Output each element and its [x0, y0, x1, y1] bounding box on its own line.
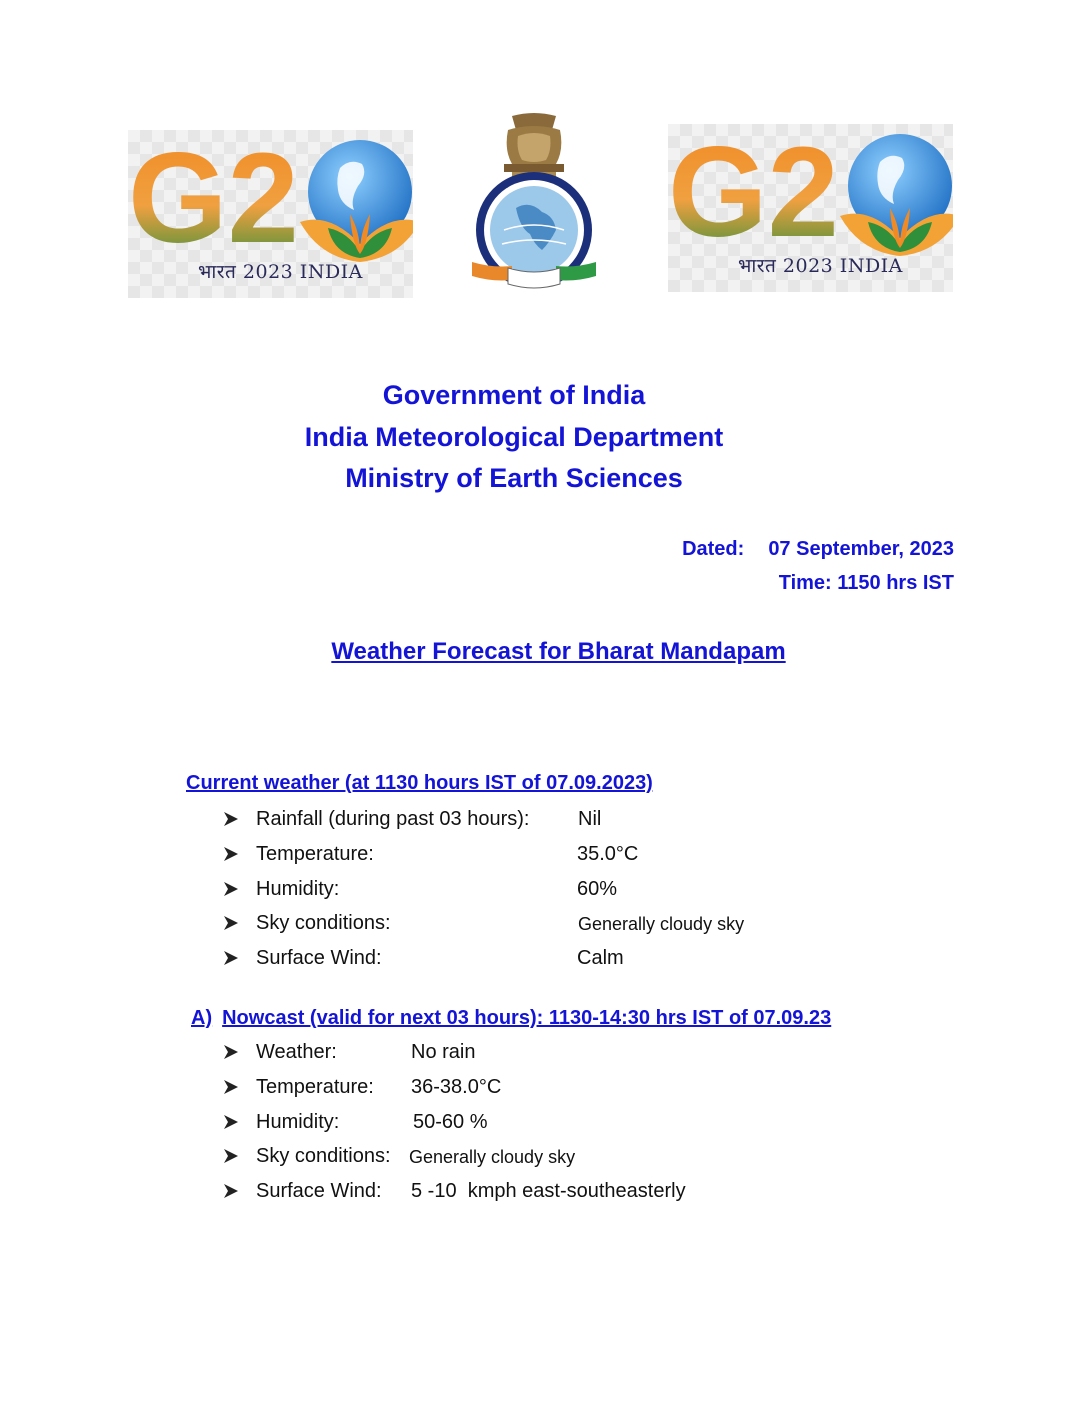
arrow-bullet-icon — [222, 1112, 240, 1132]
item-value: 60% — [577, 878, 618, 900]
item-label: Humidity: — [256, 878, 340, 900]
item-value: No rain — [411, 1041, 476, 1063]
dated-value: 07 September, 2023 — [768, 538, 954, 560]
time-line: Time: 1150 hrs IST — [778, 572, 954, 594]
item-label: Sky conditions: — [256, 1145, 391, 1167]
imd-emblem-icon — [468, 112, 600, 296]
item-value: Generally cloudy sky — [578, 914, 745, 934]
dated-line — [682, 538, 954, 561]
item-label: Temperature: — [256, 1076, 374, 1098]
item-label: Temperature: — [256, 843, 374, 865]
item-label: Rainfall (during past 03 hours): — [256, 808, 530, 830]
arrow-bullet-icon — [222, 948, 240, 968]
g20-subtitle: भारत 2023 INDIA — [198, 261, 363, 283]
current-weather-heading: Current weather (at 1130 hours IST of 07.09.2023) — [186, 772, 653, 794]
arrow-bullet-icon — [222, 879, 240, 899]
header-government: Government of India — [382, 380, 646, 410]
item-value: Nil — [578, 808, 602, 830]
svg-text:G2: G2 — [668, 124, 839, 264]
svg-text:G2: G2 — [128, 130, 299, 270]
header-department: India Meteorological Department — [304, 422, 724, 452]
item-value: 35.0°C — [577, 843, 639, 865]
item-label: Humidity: — [256, 1111, 340, 1133]
item-label: Weather: — [256, 1041, 337, 1063]
dated-label: Dated: — [682, 538, 745, 560]
item-value: Generally cloudy sky — [409, 1147, 576, 1167]
item-label: Surface Wind: — [256, 1180, 382, 1202]
item-value: 5 -10 kmph east-southeasterly — [411, 1180, 686, 1202]
nowcast-marker: A) — [191, 1007, 213, 1029]
nowcast-heading — [191, 1007, 831, 1030]
arrow-bullet-icon — [222, 1146, 240, 1166]
item-value: 36-38.0°C — [411, 1076, 502, 1098]
header-ministry: Ministry of Earth Sciences — [345, 463, 683, 493]
arrow-bullet-icon — [222, 913, 240, 933]
item-value: 50-60 % — [413, 1111, 488, 1133]
g20-subtitle: भारत 2023 INDIA — [738, 255, 903, 277]
arrow-bullet-icon — [222, 844, 240, 864]
g20-logo-left — [128, 130, 413, 298]
nowcast-heading-text: Nowcast (valid for next 03 hours): 1130-14:30 hrs IST of 07.09.23 — [222, 1007, 832, 1029]
item-label: Surface Wind: — [256, 947, 382, 969]
arrow-bullet-icon — [222, 809, 240, 829]
page-title: Weather Forecast for Bharat Mandapam — [331, 638, 786, 665]
arrow-bullet-icon — [222, 1181, 240, 1201]
arrow-bullet-icon — [222, 1077, 240, 1097]
item-label: Sky conditions: — [256, 912, 391, 934]
item-value: Calm — [577, 947, 624, 969]
arrow-bullet-icon — [222, 1042, 240, 1062]
g20-logo-right — [668, 124, 953, 292]
